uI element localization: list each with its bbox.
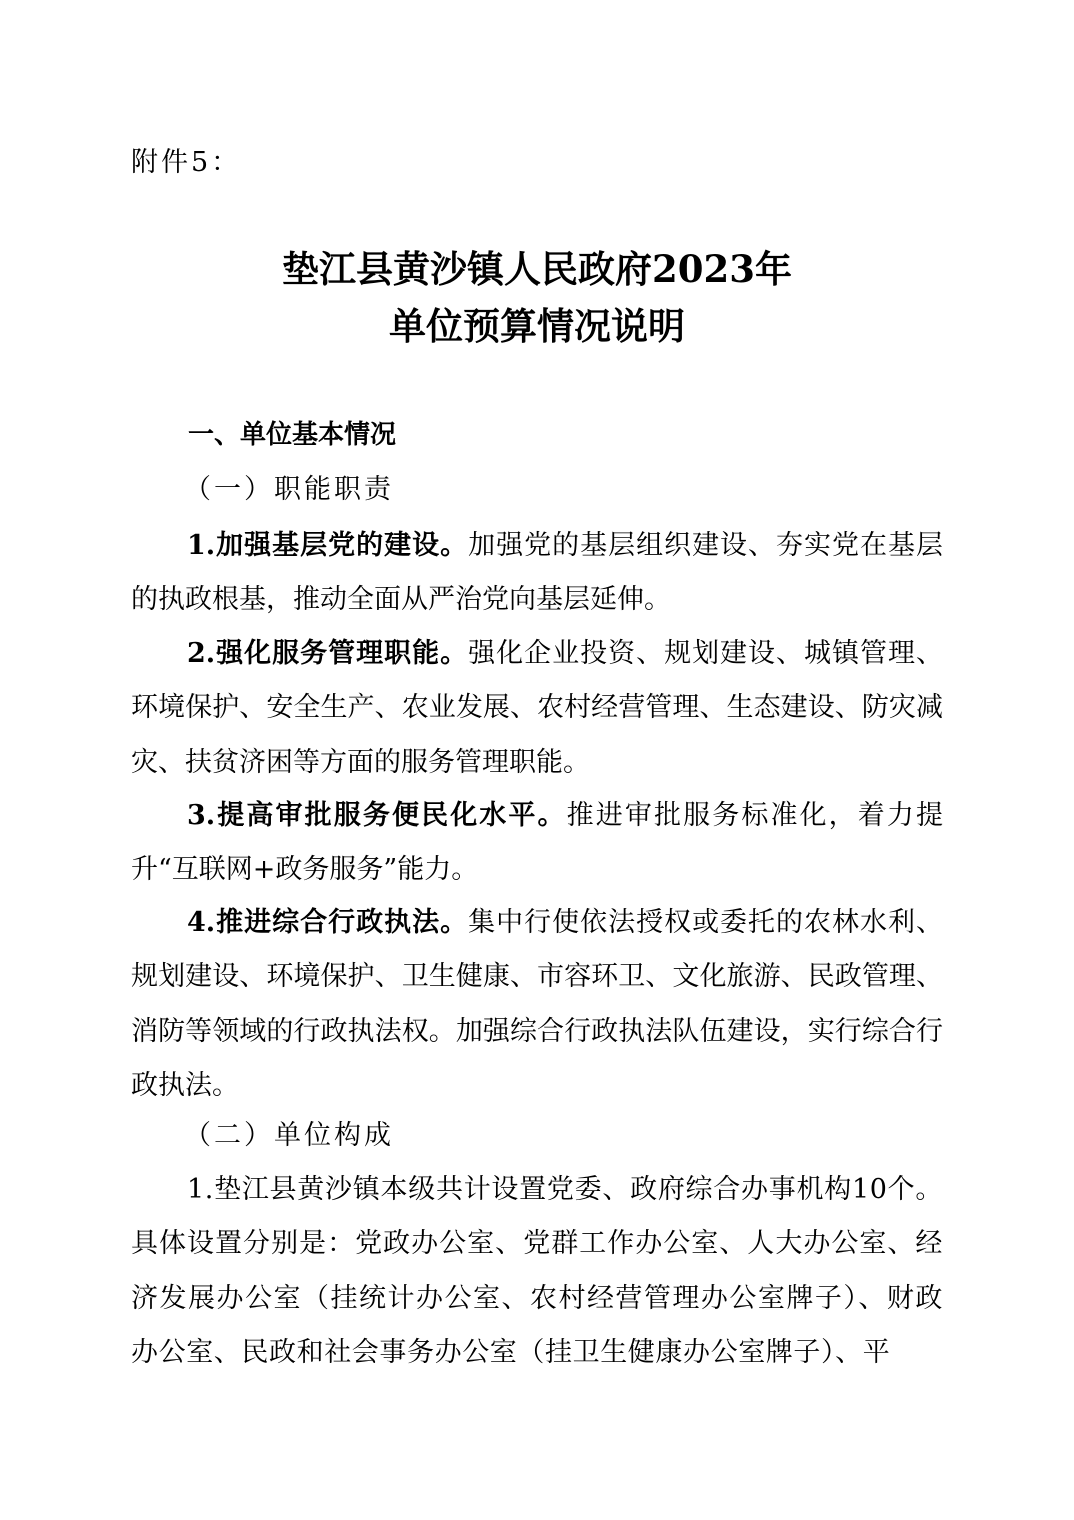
duty-paragraph-3	[131, 789, 943, 898]
duty-paragraph-1	[131, 519, 943, 628]
attachment-label: 附件5：	[131, 147, 242, 178]
duty-paragraph-4	[131, 896, 943, 1113]
duty-lead-3: 3.提高审批服务便民化水平。	[187, 800, 567, 831]
duty-body-3: 推进审批服务标准化，着力提升“互联网+政务服务”能力。	[131, 800, 944, 886]
duty-lead-2: 2.强化服务管理职能。	[187, 638, 469, 669]
duty-body-4: 集中行使依法授权或委托的农林水利、规划建设、环境保护、卫生健康、市容环卫、文化旅游、民政管理、消防等领域的行政执法权。加强综合行政执法队伍建设，实行综合行政执法。	[131, 907, 944, 1101]
duty-paragraph-2	[131, 627, 943, 790]
document-title-line-1: 垫江县黄沙镇人民政府2023年	[282, 247, 792, 291]
document-title-line-2: 单位预算情况说明	[389, 304, 685, 348]
section-heading: 一、单位基本情况	[188, 420, 397, 450]
structure-paragraph-1	[131, 1163, 943, 1380]
subsection-heading-structure: （二）单位构成	[184, 1120, 394, 1151]
subsection-heading-duties: （一）职能职责	[184, 474, 394, 505]
duty-body-2: 强化企业投资、规划建设、城镇管理、环境保护、安全生产、农业发展、农村经营管理、生态建设、防灾减灾、扶贫济困等方面的服务管理职能。	[131, 638, 944, 778]
duty-lead-4: 4.推进综合行政执法。	[187, 907, 469, 938]
structure-body-1: 1.垫江县黄沙镇本级共计设置党委、政府综合办事机构10个。具体设置分别是：党政办公室、党群工作办公室、人大办公室、经济发展办公室（挂统计办公室、农村经营管理办公室牌子）、财政办公室、民政和社会事务办公室（挂卫生健康办公室牌子）、平	[131, 1174, 943, 1368]
duty-lead-1: 1.加强基层党的建设。	[187, 530, 469, 561]
duty-body-1: 加强党的基层组织建设、夯实党在基层的执政根基，推动全面从严治党向基层延伸。	[131, 530, 944, 616]
